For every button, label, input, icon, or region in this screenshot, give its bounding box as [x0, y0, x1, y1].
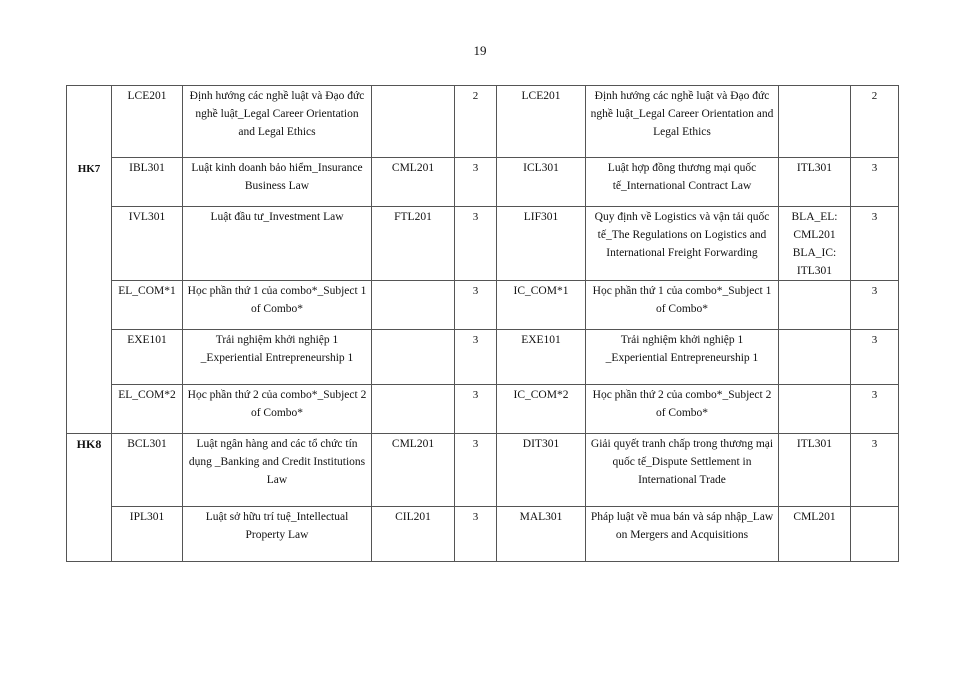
credits-a: 3	[455, 385, 497, 434]
course-name-b: Học phần thứ 1 của combo*_Subject 1 of Combo*	[586, 281, 779, 330]
credits-b: 2	[851, 86, 899, 158]
table-row	[67, 330, 899, 385]
prerequisite-a: CIL201	[372, 507, 455, 562]
table-row	[67, 385, 899, 434]
prerequisite-a: CML201	[372, 158, 455, 207]
table-row	[67, 507, 899, 562]
course-name-b: Pháp luật về mua bán và sáp nhập_Law on Mergers and Acquisitions	[586, 507, 779, 562]
credits-b: 3	[851, 330, 899, 385]
course-code-a: LCE201	[112, 86, 183, 158]
course-name-a: Luật kinh doanh bảo hiểm_Insurance Business Law	[183, 158, 372, 207]
course-name-a: Định hướng các nghề luật và Đạo đức nghề luật_Legal Career Orientation and Legal Ethics	[183, 86, 372, 158]
course-code-a: IPL301	[112, 507, 183, 562]
course-name-b: Học phần thứ 2 của combo*_Subject 2 of Combo*	[586, 385, 779, 434]
course-name-b: Luật hợp đồng thương mại quốc tế_International Contract Law	[586, 158, 779, 207]
credits-b: 3	[851, 207, 899, 281]
curriculum-table	[66, 85, 899, 562]
table-row	[67, 86, 899, 158]
prerequisite-b: CML201	[779, 507, 851, 562]
prerequisite-b: BLA_EL: CML201 BLA_IC: ITL301	[779, 207, 851, 281]
prerequisite-b	[779, 385, 851, 434]
prerequisite-b	[779, 330, 851, 385]
credits-a: 3	[455, 281, 497, 330]
prerequisite-a: FTL201	[372, 207, 455, 281]
course-code-a: EL_COM*2	[112, 385, 183, 434]
course-name-b: Giải quyết tranh chấp trong thương mại quốc tế_Dispute Settlement in International Trade	[586, 434, 779, 507]
prerequisite-b	[779, 86, 851, 158]
table-row	[67, 158, 899, 207]
course-name-a: Học phần thứ 2 của combo*_Subject 2 of Combo*	[183, 385, 372, 434]
credits-a: 3	[455, 330, 497, 385]
course-code-b: ICL301	[497, 158, 586, 207]
course-code-b: MAL301	[497, 507, 586, 562]
prerequisite-a	[372, 281, 455, 330]
prerequisite-a	[372, 385, 455, 434]
credits-a: 3	[455, 158, 497, 207]
credits-a: 3	[455, 207, 497, 281]
course-code-b: LCE201	[497, 86, 586, 158]
prerequisite-a: CML201	[372, 434, 455, 507]
credits-b	[851, 507, 899, 562]
semester-cell	[67, 434, 112, 562]
course-name-b: Quy định về Logistics và vận tải quốc tế_The Regulations on Logistics and International Freight Forwarding	[586, 207, 779, 281]
credits-b: 3	[851, 434, 899, 507]
credits-a: 3	[455, 507, 497, 562]
prerequisite-b: ITL301	[779, 434, 851, 507]
course-name-b: Định hướng các nghề luật và Đạo đức nghề luật_Legal Career Orientation and Legal Ethics	[586, 86, 779, 158]
course-name-a: Luật sở hữu trí tuệ_Intellectual Property Law	[183, 507, 372, 562]
course-code-a: EXE101	[112, 330, 183, 385]
course-code-a: EL_COM*1	[112, 281, 183, 330]
course-name-a: Học phần thứ 1 của combo*_Subject 1 of Combo*	[183, 281, 372, 330]
page-number: 19	[473, 43, 487, 58]
course-code-b: IC_COM*2	[497, 385, 586, 434]
course-code-a: IVL301	[112, 207, 183, 281]
course-code-b: IC_COM*1	[497, 281, 586, 330]
prerequisite-a	[372, 86, 455, 158]
course-code-b: LIF301	[497, 207, 586, 281]
table-row	[67, 281, 899, 330]
course-name-b: Trải nghiệm khởi nghiệp 1 _Experiential Entrepreneurship 1	[586, 330, 779, 385]
semester-cell	[67, 86, 112, 434]
course-name-a: Luật ngân hàng and các tổ chức tín dụng _Banking and Credit Institutions Law	[183, 434, 372, 507]
prerequisite-b: ITL301	[779, 158, 851, 207]
credits-a: 3	[455, 434, 497, 507]
credits-a: 2	[455, 86, 497, 158]
credits-b: 3	[851, 385, 899, 434]
course-name-a: Trải nghiệm khởi nghiệp 1 _Experiential Entrepreneurship 1	[183, 330, 372, 385]
table-row	[67, 207, 899, 281]
table-row	[67, 434, 899, 507]
semester-label: HK8	[76, 437, 102, 451]
course-code-b: EXE101	[497, 330, 586, 385]
prerequisite-b	[779, 281, 851, 330]
prerequisite-a	[372, 330, 455, 385]
course-name-a: Luật đầu tư_Investment Law	[183, 207, 372, 281]
semester-label: HK7	[77, 163, 101, 175]
course-code-a: BCL301	[112, 434, 183, 507]
credits-b: 3	[851, 281, 899, 330]
credits-b: 3	[851, 158, 899, 207]
course-code-a: IBL301	[112, 158, 183, 207]
course-code-b: DIT301	[497, 434, 586, 507]
